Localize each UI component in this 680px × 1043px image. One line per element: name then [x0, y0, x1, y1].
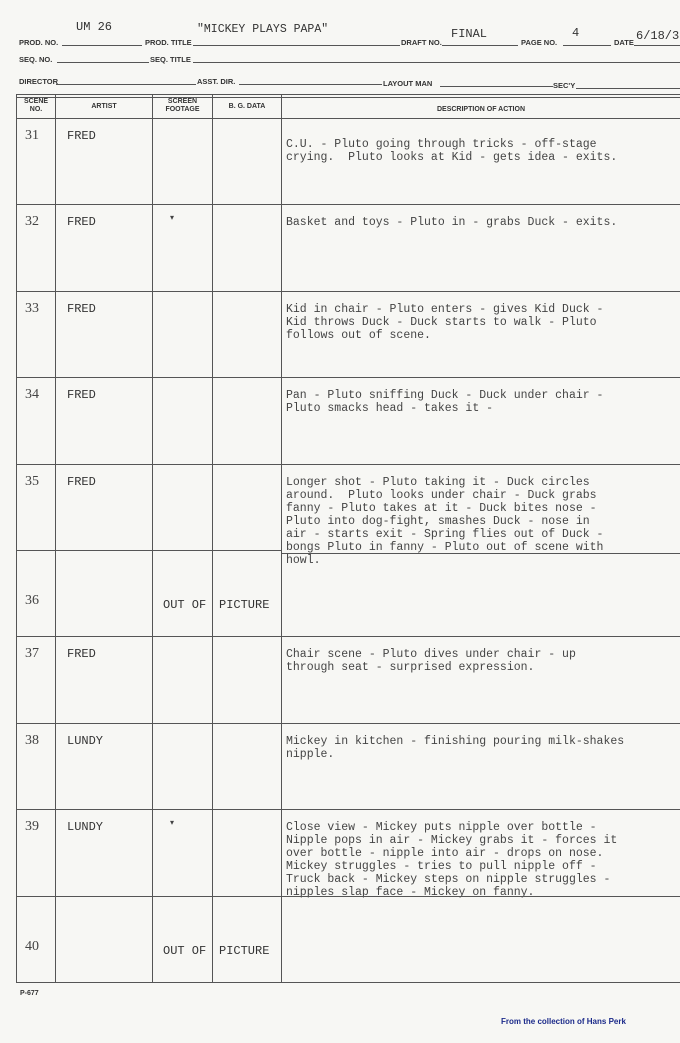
draft-no-label: DRAFT NO. — [401, 38, 442, 47]
prod-no-value: UM 26 — [76, 20, 113, 34]
picture-text: PICTURE — [219, 944, 270, 958]
description-header: DESCRIPTION OF ACTION — [436, 106, 526, 113]
screen-footage-header — [153, 98, 212, 114]
bg-data-header: B. G. DATA — [228, 103, 266, 110]
artist-name: FRED — [67, 302, 96, 316]
scene-header-line1: SCENE — [23, 98, 49, 105]
scene-number: 31 — [25, 128, 39, 143]
scene-number: 32 — [25, 214, 39, 229]
footage-tick-mark: ▾ — [170, 818, 175, 827]
table-left-border — [16, 94, 17, 982]
scene-number: 35 — [25, 474, 39, 489]
page-no-label: PAGE NO. — [521, 38, 558, 47]
prod-title-label: PROD. TITLE — [145, 38, 192, 47]
prod-no-label: PROD. NO. — [19, 38, 59, 47]
row-divider — [16, 723, 680, 724]
seq-no-underline — [57, 62, 149, 63]
prod-no-underline — [62, 45, 142, 46]
artist-name: FRED — [67, 129, 96, 143]
director-label: DIRECTOR — [19, 77, 59, 86]
page-no-underline — [563, 45, 611, 46]
secy-underline — [576, 88, 680, 89]
footage-column-divider — [212, 94, 213, 982]
scene-column-divider — [55, 94, 56, 982]
table-top-border-inner — [16, 97, 680, 98]
scene-number: 37 — [25, 646, 39, 661]
footage-header-line1: SCREEN — [167, 98, 198, 105]
action-description: C.U. - Pluto going through tricks - off-stage crying. Pluto looks at Kid - gets idea - exits. — [286, 138, 618, 164]
scene-number: 34 — [25, 387, 39, 402]
artist-header: ARTIST — [91, 103, 117, 110]
draft-no-underline — [442, 45, 518, 46]
action-description: Close view - Mickey puts nipple over bottle - Nipple pops in air - Mickey grabs it - forces it over bottle - nipple into air - drops on nose. Mickey struggles - tries to pull nipple off - Truck back - Mickey steps on nipple struggles - nipples slap face - Mickey on fanny. — [286, 821, 618, 899]
asst-dir-underline — [239, 84, 382, 85]
seq-title-label: SEQ. TITLE — [150, 55, 191, 64]
layout-man-underline — [440, 86, 553, 87]
seq-title-underline — [193, 62, 680, 63]
table-top-border — [16, 94, 680, 95]
director-underline — [56, 84, 196, 85]
secy-label: SEC'Y — [553, 81, 576, 90]
artist-name: FRED — [67, 647, 96, 661]
row-divider — [16, 636, 680, 637]
row-divider — [16, 204, 680, 205]
asst-dir-label: ASST. DIR. — [197, 77, 236, 86]
action-description: Pan - Pluto sniffing Duck - Duck under chair - Pluto smacks head - takes it - — [286, 389, 604, 415]
action-description: Chair scene - Pluto dives under chair - up through seat - surprised expression. — [286, 648, 576, 674]
artist-name: FRED — [67, 388, 96, 402]
layout-man-label: LAYOUT MAN — [383, 79, 433, 88]
scene-number: 40 — [25, 939, 39, 954]
row-divider — [281, 553, 680, 554]
row-divider — [16, 291, 680, 292]
row-divider — [16, 377, 680, 378]
table-bottom-border — [16, 982, 680, 983]
action-description: Longer shot - Pluto taking it - Duck circles around. Pluto looks under chair - Duck grabs fanny - Pluto takes at it - Duck bites nose - Pluto into dog-fight, smashes Duck - nose in air - starts exit - Spring flies out of Duck - bongs Pluto in fanny - Pluto out of scene with howl. — [286, 476, 604, 567]
date-value: 6/18/3 — [636, 29, 680, 43]
footage-tick-mark: ▾ — [170, 213, 175, 222]
out-of-text: OUT OF — [163, 598, 207, 612]
column-header-divider — [16, 118, 680, 119]
row-divider — [16, 896, 680, 897]
artist-name: FRED — [67, 215, 96, 229]
action-description: Kid in chair - Pluto enters - gives Kid Duck - Kid throws Duck - Duck starts to walk - Pluto follows out of scene. — [286, 303, 604, 342]
page-no-value: 4 — [572, 26, 580, 40]
action-description: Mickey in kitchen - finishing pouring milk-shakes nipple. — [286, 735, 625, 761]
bgdata-column-divider — [281, 94, 282, 982]
scene-header-line2: NO. — [29, 106, 43, 113]
form-number: P-677 — [20, 990, 39, 997]
date-label: DATE — [614, 38, 634, 47]
row-divider — [16, 550, 281, 551]
scene-number: 36 — [25, 593, 39, 608]
scene-no-header — [17, 98, 55, 114]
picture-text: PICTURE — [219, 598, 270, 612]
footage-header-line2: FOOTAGE — [165, 106, 200, 113]
artist-name: FRED — [67, 475, 96, 489]
seq-no-label: SEQ. NO. — [19, 55, 53, 64]
collection-credit: From the collection of Hans Perk — [501, 1017, 626, 1026]
action-description: Basket and toys - Pluto in - grabs Duck - exits. — [286, 216, 618, 229]
row-divider — [16, 809, 680, 810]
scene-number: 33 — [25, 301, 39, 316]
artist-name: LUNDY — [67, 734, 104, 748]
scene-number: 38 — [25, 733, 39, 748]
artist-column-divider — [152, 94, 153, 982]
date-underline — [634, 45, 680, 46]
out-of-text: OUT OF — [163, 944, 207, 958]
prod-title-value: "MICKEY PLAYS PAPA" — [197, 23, 329, 36]
scene-number: 39 — [25, 819, 39, 834]
prod-title-underline — [193, 45, 400, 46]
artist-name: LUNDY — [67, 820, 104, 834]
draft-no-value: FINAL — [451, 27, 488, 41]
row-divider — [16, 464, 680, 465]
